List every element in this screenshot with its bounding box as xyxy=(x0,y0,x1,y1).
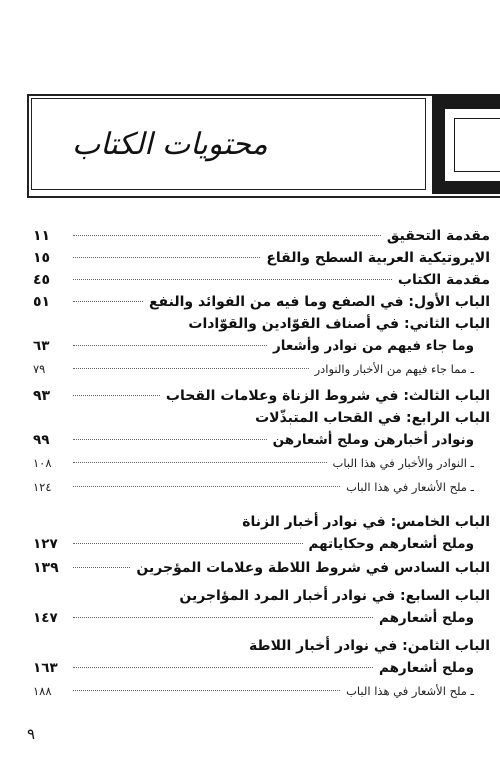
toc-entry xyxy=(33,480,490,494)
toc-entry-page-number: ١٠٨ xyxy=(33,456,52,470)
toc-entry-label: الباب السابع: في نوادر أخبار المرد المؤاجرين xyxy=(179,588,490,604)
decorative-corner-ornament xyxy=(432,94,500,194)
toc-entry-label: الباب الأول: في الصفع وما فيه من الفوائد والنفع xyxy=(148,294,490,310)
toc-entry-page-number: ١٣٩ xyxy=(33,560,59,576)
toc-entry xyxy=(33,560,490,576)
toc-entry xyxy=(33,638,490,654)
toc-entry-page-number: ٩٣ xyxy=(33,388,51,404)
toc-entry-label: ـ النوادر والأخبار في هذا الباب xyxy=(332,456,474,470)
toc-entry-label: وملح أشعارهم xyxy=(378,660,474,676)
dot-leader xyxy=(73,235,381,236)
toc-entry xyxy=(33,588,490,604)
dot-leader xyxy=(73,667,373,668)
toc-entry-page-number: ٤٥ xyxy=(33,272,51,288)
toc-entry-label: ـ مما جاء فيهم من الأخبار والنوادر xyxy=(314,362,474,376)
dot-leader xyxy=(73,301,143,302)
dot-leader xyxy=(73,439,267,440)
toc-entry-label: الباب الثامن: في نوادر أخبار اللاطة xyxy=(248,638,490,654)
toc-entry-page-number: ٩٩ xyxy=(33,432,50,448)
toc-entry xyxy=(33,362,490,376)
page-number: ٩ xyxy=(27,725,36,743)
toc-entry-page-number: ١٥ xyxy=(33,250,51,266)
toc-entry-label: ـ ملح الأشعار في هذا الباب xyxy=(346,480,474,494)
toc-entry-label: وملح أشعارهم xyxy=(378,610,474,626)
toc-entry-label: الباب الثالث: في شروط الزناة وعلامات القحاب xyxy=(165,388,490,404)
toc-entry xyxy=(33,610,490,626)
page-title: محتويات الكتاب xyxy=(72,126,268,162)
toc-entry-page-number: ١٤٧ xyxy=(33,610,58,626)
toc-entry xyxy=(33,410,490,426)
toc-entry xyxy=(33,316,490,332)
toc-entry xyxy=(33,536,490,552)
toc-entry-label: مقدمة الكتاب xyxy=(397,272,490,288)
toc-entry-label: الباب الرابع: في القحاب المتبذّلات xyxy=(255,410,490,426)
toc-entry xyxy=(33,228,490,244)
toc-entry-page-number: ١٨٨ xyxy=(33,684,52,698)
toc-entry-page-number: ١١ xyxy=(33,228,51,244)
toc-entry-label: الباب الثاني: في أصناف القوّادين والقوّادات xyxy=(188,316,490,332)
dot-leader xyxy=(73,486,340,487)
dot-leader xyxy=(73,543,303,544)
toc-entry-label: ـ ملح الأشعار في هذا الباب xyxy=(346,684,474,698)
toc-entry xyxy=(33,250,490,266)
toc-entry xyxy=(33,456,490,470)
toc-entry-page-number: ٦٣ xyxy=(33,338,50,354)
dot-leader xyxy=(73,617,373,618)
toc-entry-page-number: ٧٩ xyxy=(33,362,46,376)
toc-entry-label: الايروتيكية العربية السطح والقاع xyxy=(266,250,490,266)
dot-leader xyxy=(73,345,267,346)
toc-entry xyxy=(33,684,490,698)
dot-leader xyxy=(73,567,130,568)
title-box xyxy=(31,98,426,190)
toc-entry-label: مقدمة التحقيق xyxy=(386,228,490,244)
toc-entry-page-number: ١٦٣ xyxy=(33,660,58,676)
toc-entry xyxy=(33,514,490,530)
dot-leader xyxy=(73,279,392,280)
toc-entry xyxy=(33,432,490,448)
toc-entry xyxy=(33,294,490,310)
toc-entry xyxy=(33,660,490,676)
title-frame xyxy=(27,94,500,198)
dot-leader xyxy=(73,368,309,369)
toc-entry-label: الباب الخامس: في نوادر أخبار الزناة xyxy=(242,514,490,530)
toc-entry-label: وما جاء فيهم من نوادر وأشعار xyxy=(273,338,474,354)
toc-entry-page-number: ١٢٤ xyxy=(33,480,52,494)
toc-entry-page-number: ٥١ xyxy=(33,294,51,310)
dot-leader xyxy=(73,690,340,691)
toc-entry xyxy=(33,338,490,354)
dot-leader xyxy=(73,395,160,396)
toc-entry-label: ونوادر أخبارهن وملح أشعارهن xyxy=(272,432,474,448)
toc-entry-page-number: ١٢٧ xyxy=(33,536,58,552)
toc-entry xyxy=(33,388,490,404)
toc-entry-label: وملح أشعارهم وحكاياتهم xyxy=(308,536,474,552)
toc-entry-label: الباب السادس في شروط اللاطة وعلامات المؤجرين xyxy=(136,560,490,576)
dot-leader xyxy=(73,257,260,258)
dot-leader xyxy=(73,462,327,463)
toc-entry xyxy=(33,272,490,288)
